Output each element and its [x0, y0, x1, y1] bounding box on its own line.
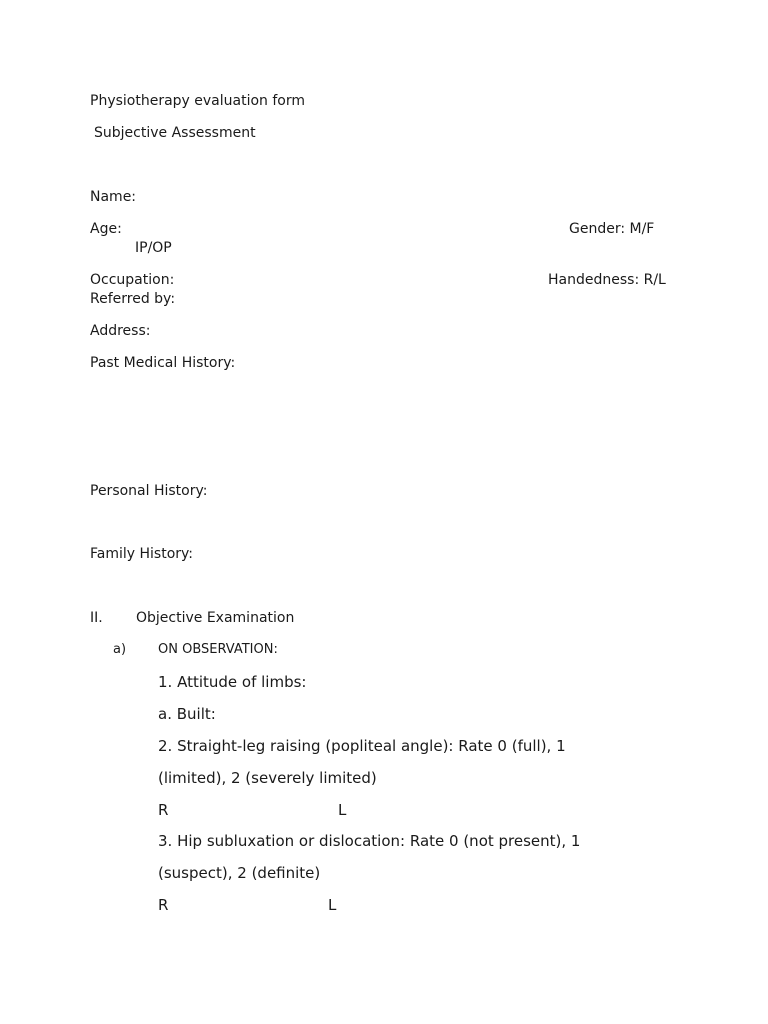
past-medical-history-label: Past Medical History: — [90, 355, 236, 371]
ipop-label: IP/OP — [135, 240, 172, 256]
attitude-of-limbs-item: 1. Attitude of limbs: — [158, 673, 307, 691]
occupation-label: Occupation: — [90, 272, 175, 288]
referred-by-label: Referred by: — [90, 291, 176, 307]
objective-section-title: Objective Examination — [136, 610, 295, 626]
handedness-label: Handedness: R/L — [548, 272, 666, 288]
name-label: Name: — [90, 189, 137, 205]
hip-subluxation-line2: (suspect), 2 (definite) — [158, 864, 321, 882]
built-item: a. Built: — [158, 705, 216, 723]
gender-label: Gender: M/F — [569, 221, 655, 237]
straight-leg-raising-line1: 2. Straight-leg raising (popliteal angle): Rate 0 (full), 1 — [158, 737, 566, 755]
observation-letter: a) — [113, 642, 127, 657]
slr-right-label: R — [158, 801, 169, 819]
personal-history-label: Personal History: — [90, 483, 208, 499]
hip-subluxation-line1: 3. Hip subluxation or dislocation: Rate 0 (not present), 1 — [158, 832, 581, 850]
hip-left-label: L — [328, 896, 337, 914]
form-title: Physiotherapy evaluation form — [90, 93, 306, 109]
age-label: Age: — [90, 221, 122, 237]
slr-left-label: L — [338, 801, 347, 819]
hip-right-label: R — [158, 896, 169, 914]
straight-leg-raising-line2: (limited), 2 (severely limited) — [158, 769, 377, 787]
family-history-label: Family History: — [90, 546, 194, 562]
observation-title: ON OBSERVATION: — [158, 642, 278, 657]
address-label: Address: — [90, 323, 151, 339]
objective-section-number: II. — [90, 610, 103, 626]
section-subjective-title: Subjective Assessment — [94, 125, 256, 141]
